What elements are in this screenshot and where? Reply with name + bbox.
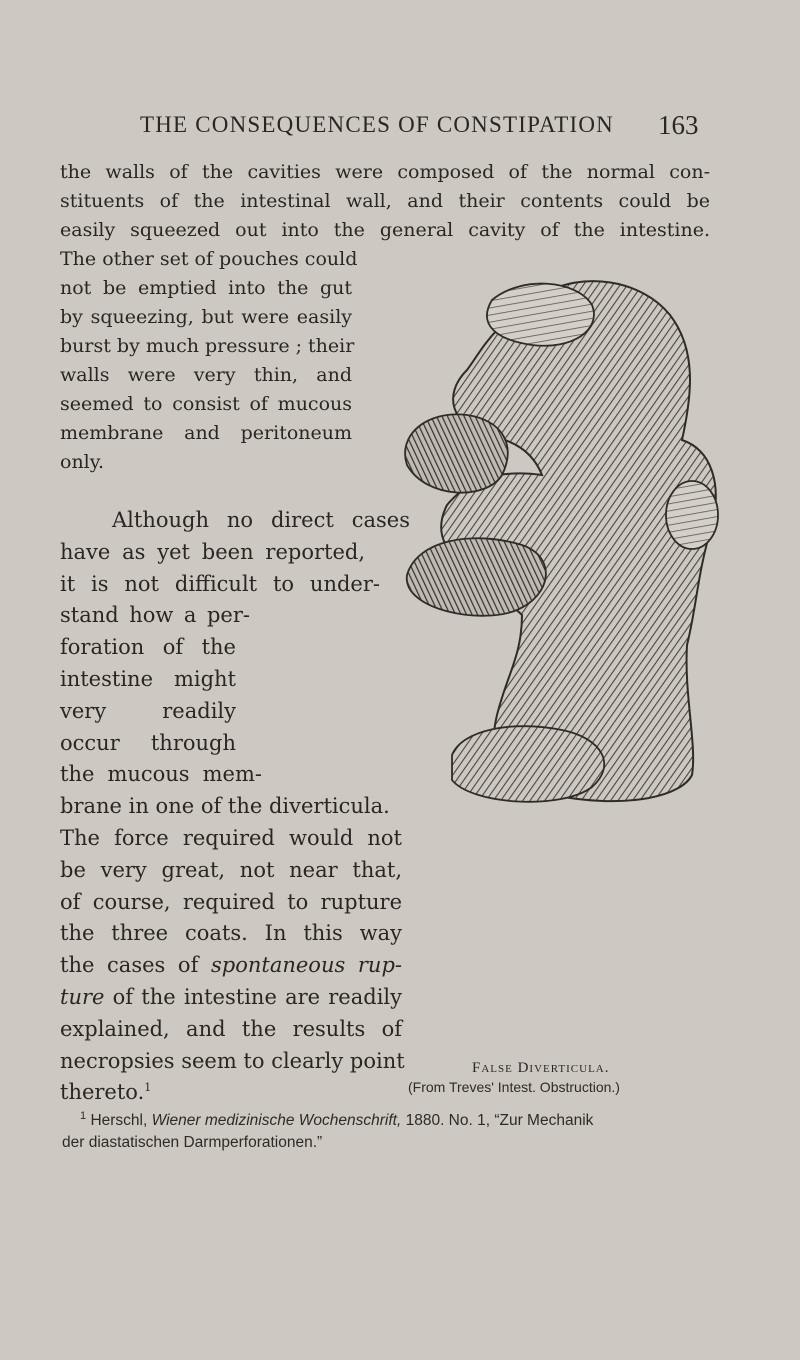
- diverticulum-middle: [392, 640, 485, 716]
- text-line: stand how a per-: [60, 603, 250, 628]
- italic-text: spontaneous rup-: [211, 953, 402, 978]
- text-run: thereto.: [60, 1080, 145, 1105]
- text-line: membrane and peritoneum: [60, 422, 352, 444]
- text-line-with-italic: [60, 982, 402, 1014]
- text-line: burst by much pressure ; their: [60, 335, 355, 357]
- text-line: brane in one of the diverticula.: [60, 794, 390, 819]
- diverticulum-upper: [487, 284, 594, 346]
- text-line: Although no direct cases: [112, 508, 410, 532]
- text-line: walls were very thin, and: [60, 364, 352, 386]
- text-line: very readily: [60, 698, 236, 723]
- diverticulum-left: [405, 414, 508, 492]
- footnote-author: Herschl,: [90, 1112, 152, 1129]
- text-line: necropsies seem to clearly point: [60, 1048, 405, 1073]
- italic-text: ture: [60, 984, 105, 1009]
- text-line: explained, and the results of: [60, 1016, 402, 1041]
- text-line: only.: [60, 451, 105, 473]
- text-line-with-italic: [60, 950, 402, 982]
- figure-caption-title: False Diverticula.: [472, 1060, 610, 1076]
- text-line: seemed to consist of mucous: [60, 393, 352, 415]
- footnote-line-2: der diastatischen Darmperforationen.”: [62, 1134, 323, 1151]
- text-run: of the intestine are readily: [104, 984, 402, 1009]
- text-line: the three coats. In this way: [60, 921, 402, 946]
- text-line: by squeezing, but were easily: [60, 306, 352, 328]
- text-line: intestine might: [60, 666, 236, 691]
- paragraph-2: [60, 505, 410, 1109]
- diverticulum-right: [666, 481, 718, 549]
- text-line: it is not difficult to under-: [60, 571, 380, 596]
- figure-caption-source: (From Treves' Intest. Obstruction.): [408, 1079, 620, 1095]
- text-line: not be emptied into the gut: [60, 277, 352, 299]
- diverticulum-bottom: [452, 726, 604, 802]
- page-number: 163: [658, 110, 699, 140]
- false-diverticula-illustration: [392, 275, 722, 815]
- text-line: be very great, not near that,: [60, 857, 402, 882]
- footnote-marker: 1: [144, 1081, 152, 1095]
- text-line: of course, required to rupture: [60, 889, 402, 914]
- diverticulum-lower-left: [407, 538, 546, 616]
- footnote: [62, 1110, 722, 1154]
- text-line: [60, 1077, 410, 1109]
- text-line: The force required would not: [60, 825, 402, 850]
- footnote-citation: 1880. No. 1, “Zur Mechanik: [401, 1112, 594, 1129]
- footnote-journal: Wiener medizinische Wochenschrift,: [151, 1112, 402, 1129]
- footnote-marker: 1: [80, 1109, 87, 1122]
- text-line: have as yet been reported,: [60, 539, 365, 564]
- text-line: foration of the: [60, 635, 236, 660]
- running-title: THE CONSEQUENCES OF CONSTIPATION: [140, 112, 614, 137]
- text-line: The other set of pouches could: [60, 248, 358, 270]
- page-header: [0, 112, 800, 152]
- text-run: the cases of: [60, 953, 211, 978]
- text-line: occur through: [60, 730, 236, 755]
- text-line: the mucous mem-: [60, 762, 262, 787]
- text-line: easily squeezed out into the general cavity of the intestine.: [60, 219, 710, 241]
- text-line: the walls of the cavities were composed of the normal con-: [60, 161, 710, 183]
- text-line: stituents of the intestinal wall, and their contents could be: [60, 190, 710, 212]
